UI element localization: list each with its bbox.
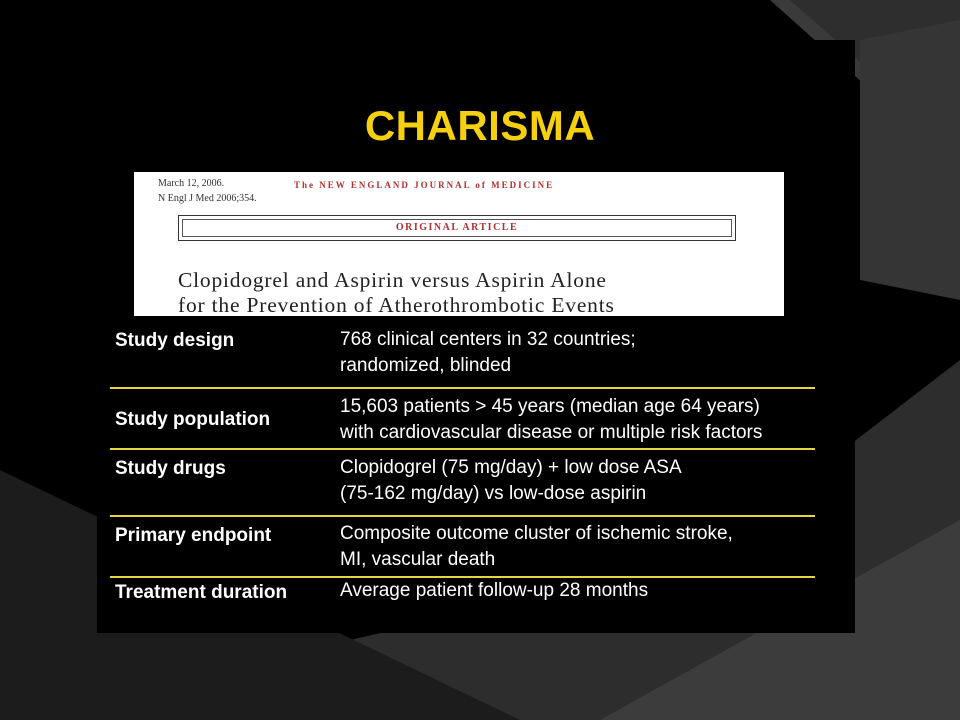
row-label: Study drugs <box>115 458 226 479</box>
headline-line-1: Clopidogrel and Aspirin versus Aspirin Alone <box>178 268 607 292</box>
article-headline <box>178 268 615 316</box>
article-citation: N Engl J Med 2006;354. <box>158 193 257 204</box>
row-value: Clopidogrel (75 mg/day) + low dose ASA (75-162 mg/day) vs low-dose aspirin <box>340 457 682 504</box>
headline-line-2: for the Prevention of Atherothrombotic Events <box>178 293 615 316</box>
row-value: Composite outcome cluster of ischemic stroke, MI, vascular death <box>340 523 733 570</box>
row-label: Primary endpoint <box>115 525 272 546</box>
row-divider <box>110 448 815 450</box>
slide-title: CHARISMA <box>364 102 596 149</box>
journal-name: The NEW ENGLAND JOURNAL of MEDICINE <box>294 180 555 190</box>
section-label: ORIGINAL ARTICLE <box>395 222 519 233</box>
row-label: Study design <box>115 330 235 351</box>
section-box <box>178 215 736 241</box>
row-divider <box>110 515 815 517</box>
row-value: 15,603 patients > 45 years (median age 64 years) with cardiovascular disease or multiple risk factors <box>340 396 763 443</box>
row-label: Treatment duration <box>115 582 288 603</box>
row-value: 768 clinical centers in 32 countries; randomized, blinded <box>340 329 636 376</box>
article-clipping <box>134 172 784 316</box>
row-label: Study population <box>115 409 271 430</box>
row-value: Average patient follow-up 28 months <box>340 580 649 601</box>
article-date: March 12, 2006. <box>158 178 225 189</box>
row-divider <box>110 387 815 389</box>
